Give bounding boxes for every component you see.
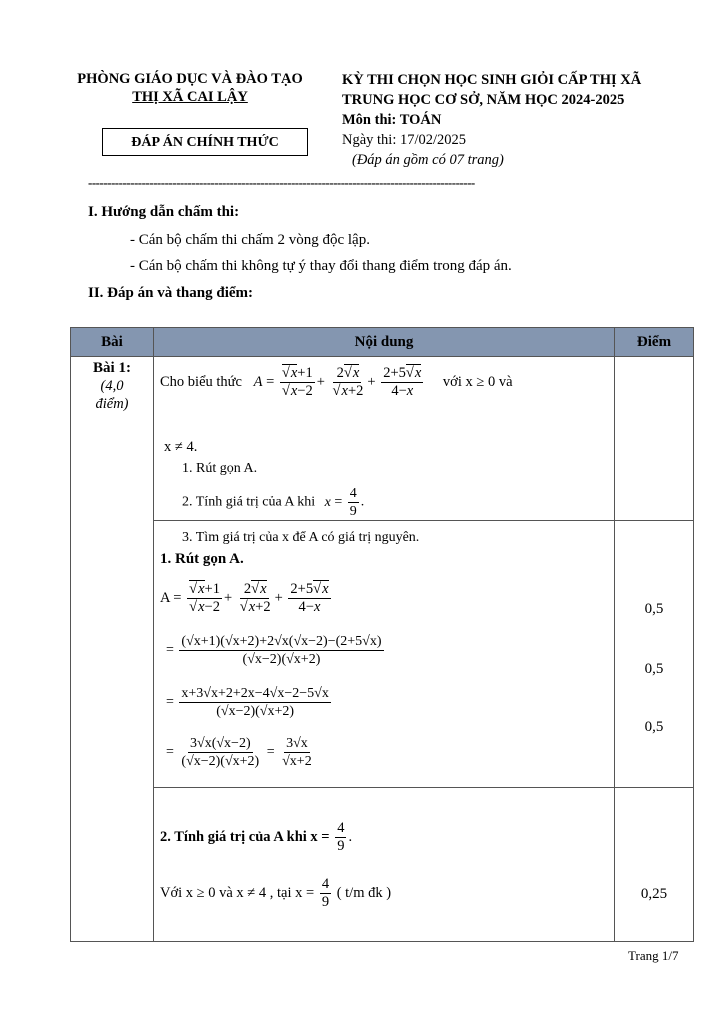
- part1-title: 1. Rút gọn A.: [160, 551, 244, 567]
- problem-row: [71, 357, 694, 521]
- exam-subtitle: TRUNG HỌC CƠ SỞ, NĂM HỌC 2024-2025: [342, 92, 625, 108]
- department-location: THỊ XÃ CAI LẬY: [132, 89, 248, 105]
- frac-den-2: 9: [337, 838, 345, 854]
- task-2-text: 2. Tính giá trị của A khi: [182, 494, 316, 510]
- part2-cell: [154, 788, 615, 942]
- part1-num: (√x+1)(√x+2)+2√x(√x−2)−(2+5√x): [181, 634, 382, 649]
- exam-subject: Môn thi: TOÁN: [342, 112, 442, 128]
- prompt-condition: với x ≥ 0 và: [442, 373, 513, 390]
- section1-item1: - Cán bộ chấm thi chấm 2 vòng độc lập.: [130, 232, 370, 248]
- score-3: 0,25: [640, 886, 668, 902]
- col-header-bai: Bài: [71, 328, 154, 357]
- task-2: 2. Tính giá trị của A khi x = $\frac{4}{9}$ .: [182, 486, 365, 519]
- page-number: Trang 1/7: [628, 948, 679, 963]
- section1-item2: - Cán bộ chấm thi không tự ý thay đổi thang điểm trong đáp án.: [130, 258, 512, 274]
- part1-den: (√x−2)(√x+2): [242, 652, 321, 667]
- answer-table: [70, 327, 694, 942]
- pages-note: (Đáp án gồm có 07 trang): [352, 152, 504, 168]
- header-divider: -----------------------------------------------------------------------------------------------------: [88, 176, 475, 190]
- part2-title: 2. Tính giá trị của A khi x = $\frac{4}{9}$ .: [160, 820, 353, 854]
- section2-title: II. Đáp án và thang điểm:: [88, 285, 254, 301]
- task-3: 3. Tìm giá trị của x để A có giá trị nguyên.: [182, 530, 420, 545]
- frac-den: 9: [349, 504, 357, 519]
- part1-num3: 3√x(√x−2): [190, 736, 251, 751]
- bai-cell: [71, 357, 154, 942]
- score-2: 0,5: [644, 719, 664, 735]
- part1-score-cell: [615, 521, 694, 788]
- col-header-content: Nội dung: [154, 328, 615, 357]
- task-1: 1. Rút gọn A.: [182, 461, 258, 476]
- part2-score-cell: [615, 788, 694, 942]
- part1-step2: = $\frac{x+3√x+2+2x-4√x-2-5√x}{(√x-2)(√x+2)}$: [166, 686, 329, 719]
- problem-expression: Cho biểu thức A = √ x+1 √ x−2 + 2√ x √ x+2 + $\frac{2+5√ x}{4-x}$ với x ≥ 0 và: [160, 365, 513, 400]
- part2-note: ( t/m đk ): [336, 884, 392, 901]
- part2-title-text: 2. Tính giá trị của A khi x =: [160, 828, 330, 845]
- part2-condition: [160, 876, 391, 911]
- frac-den-3: 9: [321, 894, 330, 910]
- part1-step3: = $\frac{3√x(√x-2)}{(√x-2)(√x+2)}$ = $\frac{3√x}{√x+2}$: [166, 736, 312, 769]
- bai-points: (4,0 điểm): [95, 378, 129, 412]
- section1-title: I. Hướng dẫn chấm thi:: [88, 204, 240, 220]
- exam-title: KỲ THI CHỌN HỌC SINH GIỎI CẤP THỊ XÃ: [342, 72, 642, 88]
- score-1: 0,5: [644, 661, 664, 677]
- part1-step1: = $\frac{(√x+1)(√x+2)+2√x(√x-2)-(2+5√x)}{(√x-2)(√x+2)}$: [166, 634, 382, 667]
- table-header-row: [71, 328, 694, 357]
- problem-cell: [154, 357, 615, 545]
- part1-row: [71, 521, 694, 788]
- frac-num-3: 4: [321, 876, 330, 892]
- exam-header: [342, 70, 702, 170]
- part1-num2: x+3√x+2+2x−4√x−2−5√x: [181, 686, 329, 701]
- part1-res-den: √x+2: [282, 754, 312, 769]
- part1-prefix: A =: [160, 589, 182, 606]
- exam-date: Ngày thi: 17/02/2025: [342, 132, 467, 148]
- part2-row: [71, 788, 694, 942]
- prompt-start: Cho biểu thức: [160, 373, 242, 390]
- score-0: 0,5: [644, 601, 664, 617]
- problem-score-cell: [615, 357, 694, 521]
- part1-den2: (√x−2)(√x+2): [216, 704, 295, 719]
- part1-res-num: 3√x: [286, 736, 308, 751]
- frac-num: 4: [349, 486, 357, 501]
- department-name: PHÒNG GIÁO DỤC VÀ ĐÀO TẠO: [77, 71, 303, 87]
- bai-label: Bài 1:: [93, 360, 131, 376]
- part1-cell: [154, 521, 615, 788]
- frac-num-2: 4: [337, 820, 345, 836]
- prompt-condition-2: x ≠ 4.: [164, 439, 198, 455]
- part1-den3: (√x−2)(√x+2): [181, 754, 260, 769]
- official-answer-box: ĐÁP ÁN CHÍNH THỨC: [102, 128, 308, 156]
- part1-expression: A = √ x+1 √ x−2 + 2√ x √ x+2 + $\frac{2+5√ x}{4-x}$: [160, 581, 333, 616]
- part2-cond-text: Với x ≥ 0 và x ≠ 4 , tại x =: [160, 884, 315, 901]
- department-header: [60, 70, 320, 106]
- col-header-score: Điểm: [615, 328, 694, 357]
